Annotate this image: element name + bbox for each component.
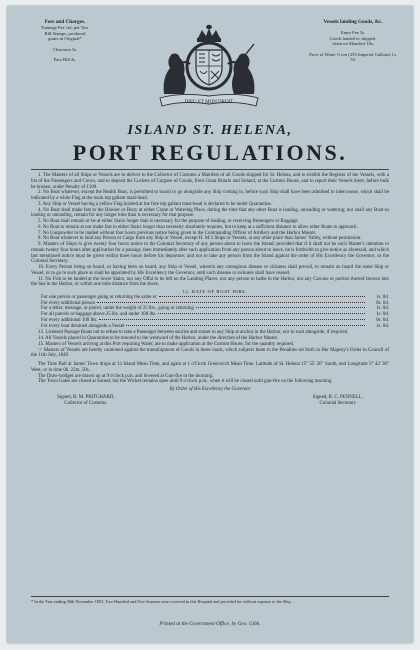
island-title: ISLAND ST. HELENA, xyxy=(127,123,293,138)
vessels-line: Entry Fee 5s. xyxy=(340,30,366,36)
fees-line: Bill Stamps, produced xyxy=(44,30,86,36)
regulation-item: 7. No Gunpowder to be landed without four hours previous notice being given to the Commanding Officer of Artillery and the Harbor Master. xyxy=(38,230,317,236)
regulation-item: 4. No Boat shall make fast to the Hawser or Buoy at either Crane or Watering Place, during the time that any other Boat is loading, unloading or watering; nor shall any Boat so loading or unloading, remain for any longer time than is necessary for that purpose. xyxy=(31,207,389,219)
regulation-item: 11. No Fish to be landed at the lower Stairs, nor any Offal to be left on the Landing Places, nor any person to bathe in the Harbor, nor any Carcase or portion thereof thrown into the Sea in the Harbor, or within one mile distance from the shore. xyxy=(31,276,389,288)
rate-amount: 1s. 0d. xyxy=(376,312,389,317)
boat-hire-rates xyxy=(41,289,389,329)
footnote: * In the Year ending 30th November 1853, Two Hundred and Five Seamen were received in this Hospital and provided for without expense to the Ship. xyxy=(31,599,292,604)
rate-label: For every additional 100 lbs. xyxy=(41,317,98,323)
rate-label: For one person or passenger going or returning the same or xyxy=(41,294,157,300)
rate-label: For every additional person xyxy=(41,300,95,306)
regulation-item: 14. All Vessels placed in Quarantine to be moored to the westward of the Harbor, under the direction of the Harbor Master. xyxy=(38,336,279,341)
regulation-item: 10. Every Person being on board, or having been on board, any Ship or Vessel, wherein any contagious disease or sickness shall prevail, to remain on board the same Ship or Vessel, or to go to such place as shall be appointed by His Excellency the Governor, until such disease or sickness shall have ceased. xyxy=(31,265,389,276)
fees-line: Tonnage Fee ¼d. per Ton. xyxy=(41,25,89,31)
poster-sheet xyxy=(7,6,413,643)
crest-motto: DIEU ET MON DROIT xyxy=(184,100,234,105)
pass-bill-fee: Pass Bill 4s. xyxy=(53,57,77,63)
regulation-item: 9. Masters of Ships to give twenty four hours notice to the Colonial Secretary of any person about to leave the Island; provided that if it shall not be such Master's intention to remain twenty four hours after application for a passage, then immediately after such application from any person about to leave, he is forthwith to give notice as aforesaid, and which last mentioned notice must be given within three hours before his departure; and not to take any person from the Island against the order of His Excellency the Governor, or the Colonial Secretary. xyxy=(31,242,389,265)
regulation-item: 15. Masters of Vessels arriving at this Port requiring Water, are to make application at the Custom House, for the quantity required. xyxy=(38,341,295,347)
notice-paragraph: The Time Ball at James' Town drops at 12 Island Mean Time, and again at 1 o'Clock Greenwich Mean Time. Latitude of St. Helena 15° 55' 26" South, and Longitude 5° 42' 30" West, or in time 0h. 22m. 50s. xyxy=(31,362,389,373)
printer-imprint: Printed at the Government Office, by Geo. Gibb. xyxy=(159,621,261,627)
caution-note: ☞ Masters of Vessels are hereby cautioned against the transshipment of Goods in these roads, which subjects them to the Penalties set forth in Her Majesty's Order in Council of the 11th July, 1849. xyxy=(31,347,389,359)
signature-collector xyxy=(57,395,114,407)
signatory-title: Collector of Customs. xyxy=(64,400,108,406)
notice-paragraph: The Town Gates are closed at Sunset, but the Wicket remains open until 9 o'clock p.m., when it will be closed until gun-fire on the following morning. xyxy=(38,379,333,385)
signatures xyxy=(31,395,389,407)
signatory-name: Signed, R. M. PRITCHARD, xyxy=(57,394,115,400)
footnote-divider xyxy=(31,596,389,597)
rate-amount: 1s. 0d. xyxy=(376,306,389,312)
rate-amount: 0s. 6d. xyxy=(376,317,389,323)
rate-label: For every boat detained alongside a Vessel xyxy=(41,323,125,329)
rates-heading: 12. RATE OF BOAT HIRE. xyxy=(182,289,248,294)
royal-coat-of-arms-icon xyxy=(150,24,268,110)
rate-amount: 0s. 6d. xyxy=(376,300,389,306)
vessels-heading: Vessels landing Goods, &c. xyxy=(323,19,383,25)
rate-row xyxy=(41,324,389,330)
regulation-item: 6. No Boat to remain at nor make fast to either Stairs longer than necessity absolutely requires, but to keep at a sufficient distance to allow other Boats to approach. xyxy=(38,224,358,230)
regulations-body xyxy=(31,173,389,406)
port-regulations-title: PORT REGULATIONS. xyxy=(72,140,348,165)
regulation-item: 8. No Boat whatever to land any Person or Cargo from any Ship or Vessel, except H. M.'s Ships or Vessels, at any other place than James' Valley, without permission. xyxy=(38,236,362,242)
regulation-item: 13. Licensed Passage Boats not to refuse to take a Passenger between sunrise and sunset to any Ship at anchor in the Harbor, nor to wait alongside, if required. xyxy=(38,330,349,336)
signatory-name: Signed, R. C. PENNELL, xyxy=(312,394,363,400)
vessels-line: when on Manifest 10s. xyxy=(332,41,374,47)
regulation-item: 3. Any Ship or Vessel having a yellow Flag hoisted at the fore top gallant mast-head is declared to be under Quarantine. xyxy=(38,201,272,207)
water-price: Price of Water ⅓ ton (253 Imperial Gallons) 1s. 7d. xyxy=(309,51,397,63)
signatory-title: Colonial Secretary xyxy=(319,400,357,406)
fees-heading: Fees and Charges. xyxy=(44,19,86,25)
by-order-line: By Order of His Excellency the Governor xyxy=(169,387,251,392)
title-divider xyxy=(31,169,389,170)
regulation-item: 2. No Boat whatever, except the Health Boat, is permitted to board or go alongside any Ship coming in, before such Ship shall have been admitted to intercourse, which shall be indicated by a white Flag at the main top gallant mast-head. xyxy=(31,190,389,201)
time-ball-notice xyxy=(31,362,389,385)
clearance-fee: Clearance 5s. xyxy=(52,46,78,52)
notice-paragraph: The Draw-bridges are drawn up at 9 o'clock p.m. and lowered at Gun-fire in the morning. xyxy=(38,373,214,379)
rate-amount: 1s. 0d. xyxy=(376,294,389,300)
rate-label: For all parcels or baggage above 25 lbs. and under 100 lbs. xyxy=(41,312,157,317)
regulation-item: 1. The Masters of all Ships or Vessels are to deliver to the Collector of Customs a Manifest of all Goods shipped for St. Helena, and to exhibit the Register of the Vessels, with a list of the Passengers and Crews, and to deposit the Cockets of Cargoes of Goods, from Great Britain and Ireland, at the Custom House, and to report their Vessels there, before bulk be broken, under Penalty of £100. xyxy=(31,173,389,190)
rate-label: For a letter, message, or parcel, under the weight of 25 lbs., going or returning xyxy=(41,306,194,312)
vessels-line: Goods landed or shipped, xyxy=(329,35,377,41)
vessels-landing-block xyxy=(307,20,399,62)
regulation-item: 5. No Boat shall remain or be at either Stairs longer than is necessary for the purpose of loading, or receiving Passengers or Baggage. xyxy=(38,219,299,224)
rate-amount: 1s. 0d. xyxy=(376,323,389,329)
fees-and-charges-block xyxy=(25,20,105,62)
signature-secretary xyxy=(313,395,363,407)
fees-line: gratis in Original* xyxy=(48,36,82,42)
